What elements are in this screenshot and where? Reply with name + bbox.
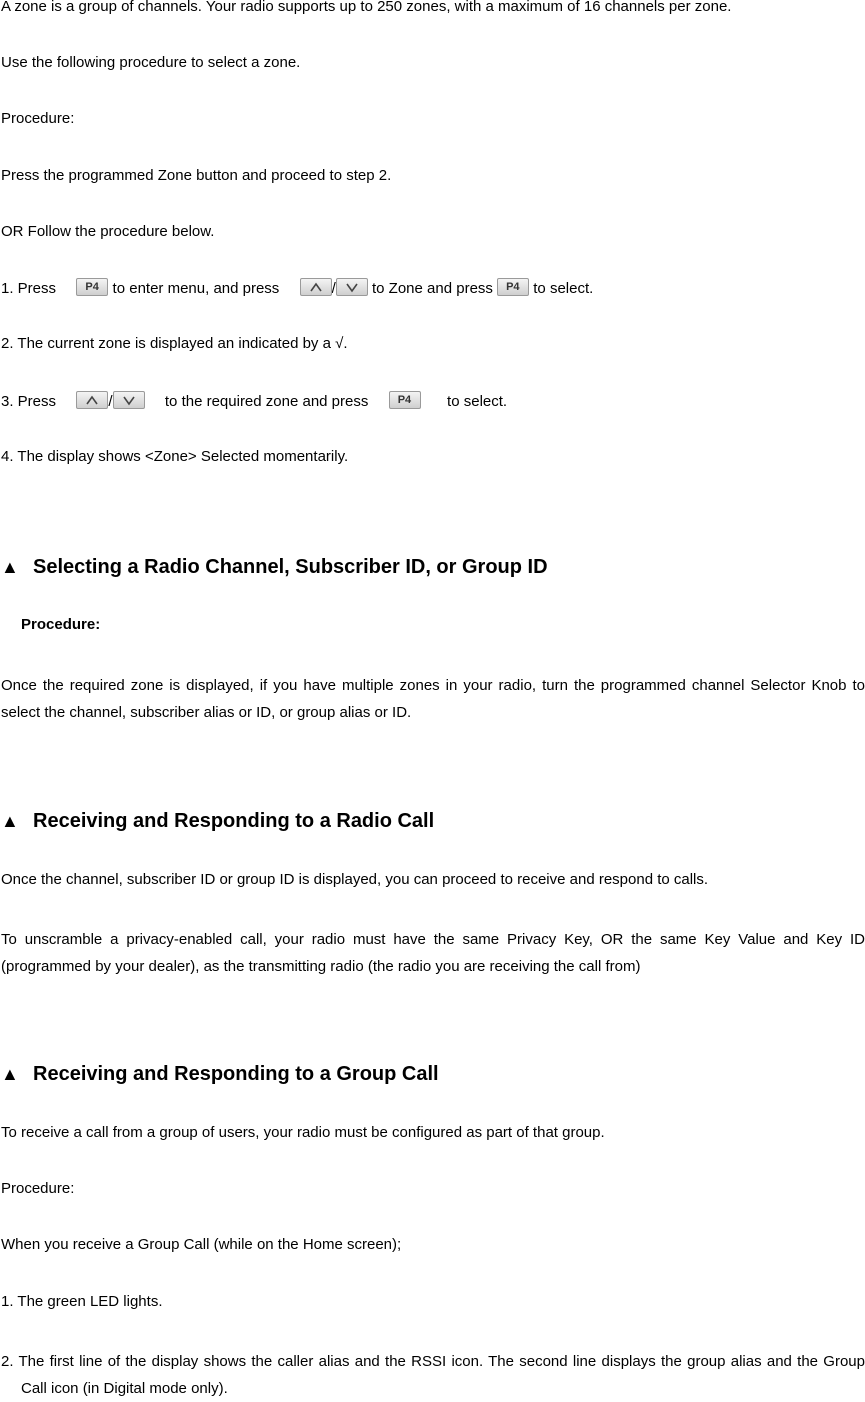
triangle-marker-icon: ▲ — [1, 557, 19, 577]
section-heading-channel: ▲ Selecting a Radio Channel, Subscriber ID, or Group ID — [1, 556, 548, 578]
group-call-step-2: 2. The first line of the display shows the caller alias and the RSSI icon. The second line displays the group alias and the Group Call icon (in Digital mode only). — [1, 1353, 865, 1397]
triangle-marker-icon: ▲ — [1, 1064, 19, 1084]
group-call-paragraph: To receive a call from a group of users, your radio must be configured as part of that group. — [1, 1124, 605, 1141]
step-1: 1. Press P4 to enter menu, and press / to Zone and press P4 to select. — [1, 278, 593, 299]
p4-key-icon — [497, 278, 529, 296]
group-call-condition: When you receive a Group Call (while on the Home screen); — [1, 1236, 402, 1253]
down-arrow-key-icon — [113, 391, 145, 409]
procedure-label: Procedure: — [21, 616, 101, 633]
triangle-marker-icon: ▲ — [1, 811, 19, 831]
down-arrow-key-icon — [336, 278, 368, 296]
up-arrow-key-icon — [76, 391, 108, 409]
privacy-paragraph: To unscramble a privacy-enabled call, your radio must have the same Privacy Key, OR the same Key Value and Key ID (programmed by your dealer), as the transmitting radio (the radio you are receiving the call from) — [1, 931, 865, 975]
radio-call-paragraph: Once the channel, subscriber ID or group ID is displayed, you can proceed to receive and respond to calls. — [1, 871, 709, 888]
channel-selection-paragraph: Once the required zone is displayed, if you have multiple zones in your radio, turn the programmed channel Selector Knob to select the channel, subscriber alias or ID, or group alias or ID. — [1, 677, 865, 721]
zone-button-instruction: Press the programmed Zone button and proceed to step 2. — [1, 167, 392, 184]
alternative-instruction: OR Follow the procedure below. — [1, 223, 215, 240]
group-call-step-1: 1. The green LED lights. — [1, 1293, 163, 1310]
section-heading-group-call: ▲ Receiving and Responding to a Group Call — [1, 1063, 439, 1085]
procedure-label: Procedure: — [1, 110, 75, 127]
p4-key-icon — [76, 278, 108, 296]
up-arrow-key-icon — [300, 278, 332, 296]
step-3: 3. Press / to the required zone and press P4 to select. — [1, 391, 507, 412]
procedure-label: Procedure: — [1, 1180, 75, 1197]
step-4: 4. The display shows <Zone> Selected momentarily. — [1, 448, 349, 465]
intro-paragraph: A zone is a group of channels. Your radio supports up to 250 zones, with a maximum of 16 channels per zone. — [1, 0, 732, 15]
step-2: 2. The current zone is displayed an indicated by a √. — [1, 335, 348, 352]
p4-key-icon — [389, 391, 421, 409]
intro-instruction: Use the following procedure to select a zone. — [1, 54, 301, 71]
section-heading-radio-call: ▲ Receiving and Responding to a Radio Call — [1, 810, 435, 832]
